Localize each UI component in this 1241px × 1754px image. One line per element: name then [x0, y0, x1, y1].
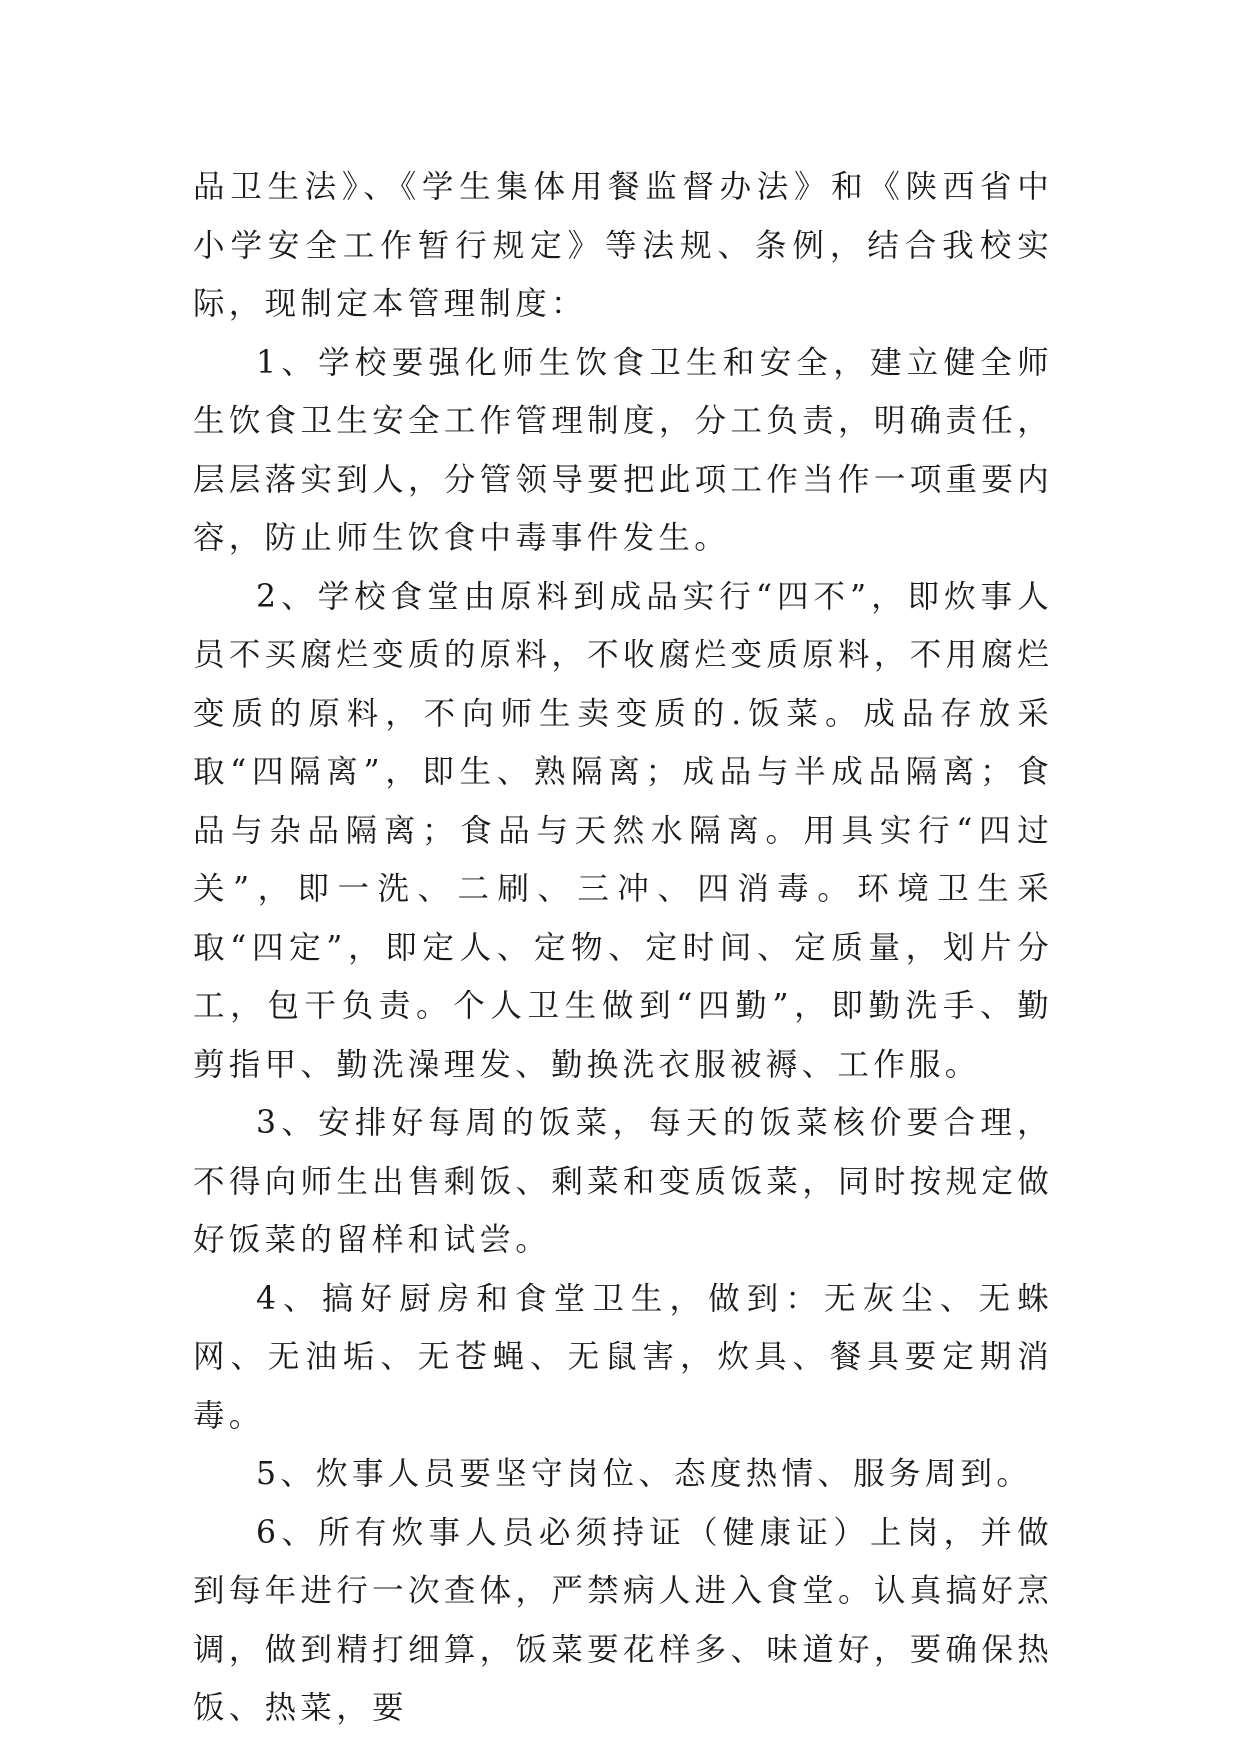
paragraph-item-4: 4、搞好厨房和食堂卫生，做到：无灰尘、无蛛网、无油垢、无苍蝇、无鼠害，炊具、餐具要定期消毒。	[193, 1280, 1053, 1434]
paragraph-item-3: 3、安排好每周的饭菜，每天的饭菜核价要合理，不得向师生出售剩饭、剩菜和变质饭菜，同时按规定做好饭菜的留样和试尝。	[193, 1105, 1053, 1258]
paragraph-item-6: 6、所有炊事人员必须持证（健康证）上岗，并做到每年进行一次查体，严禁病人进入食堂。认真搞好烹调，做到精打细算，饭菜要花样多、味道好，要确保热饭、热菜，要	[193, 1514, 1053, 1726]
paragraph-intro-continued: 品卫生法》、《学生集体用餐监督办法》和《陕西省中小学安全工作暂行规定》等法规、条例，结合我校实际，现制定本管理制度：	[193, 169, 1053, 322]
paragraph-item-2: 2、学校食堂由原料到成品实行“四不”，即炊事人员不买腐烂变质的原料，不收腐烂变质原料，不用腐烂变质的原料，不向师生卖变质的.饭菜。成品存放采取“四隔离”，即生、熟隔离；成品与半成品隔离；食品与杂品隔离；食品与天然水隔离。用具实行“四过关”，即一洗、二刷、三冲、四消毒。环境卫生采取“四定”，即定人、定物、定时间、定质量，划片分工，包干负责。个人卫生做到“四勤”，即勤洗手、勤剪指甲、勤洗澡理发、勤换洗衣服被褥、工作服。	[193, 578, 1053, 1083]
paragraph-item-1: 1、学校要强化师生饮食卫生和安全，建立健全师生饮食卫生安全工作管理制度，分工负责，明确责任，层层落实到人，分管领导要把此项工作当作一项重要内容，防止师生饮食中毒事件发生。	[193, 344, 1053, 556]
document-body	[193, 158, 1053, 1738]
paragraph-item-5: 5、炊事人员要坚守岗位、态度热情、服务周到。	[256, 1456, 1033, 1492]
